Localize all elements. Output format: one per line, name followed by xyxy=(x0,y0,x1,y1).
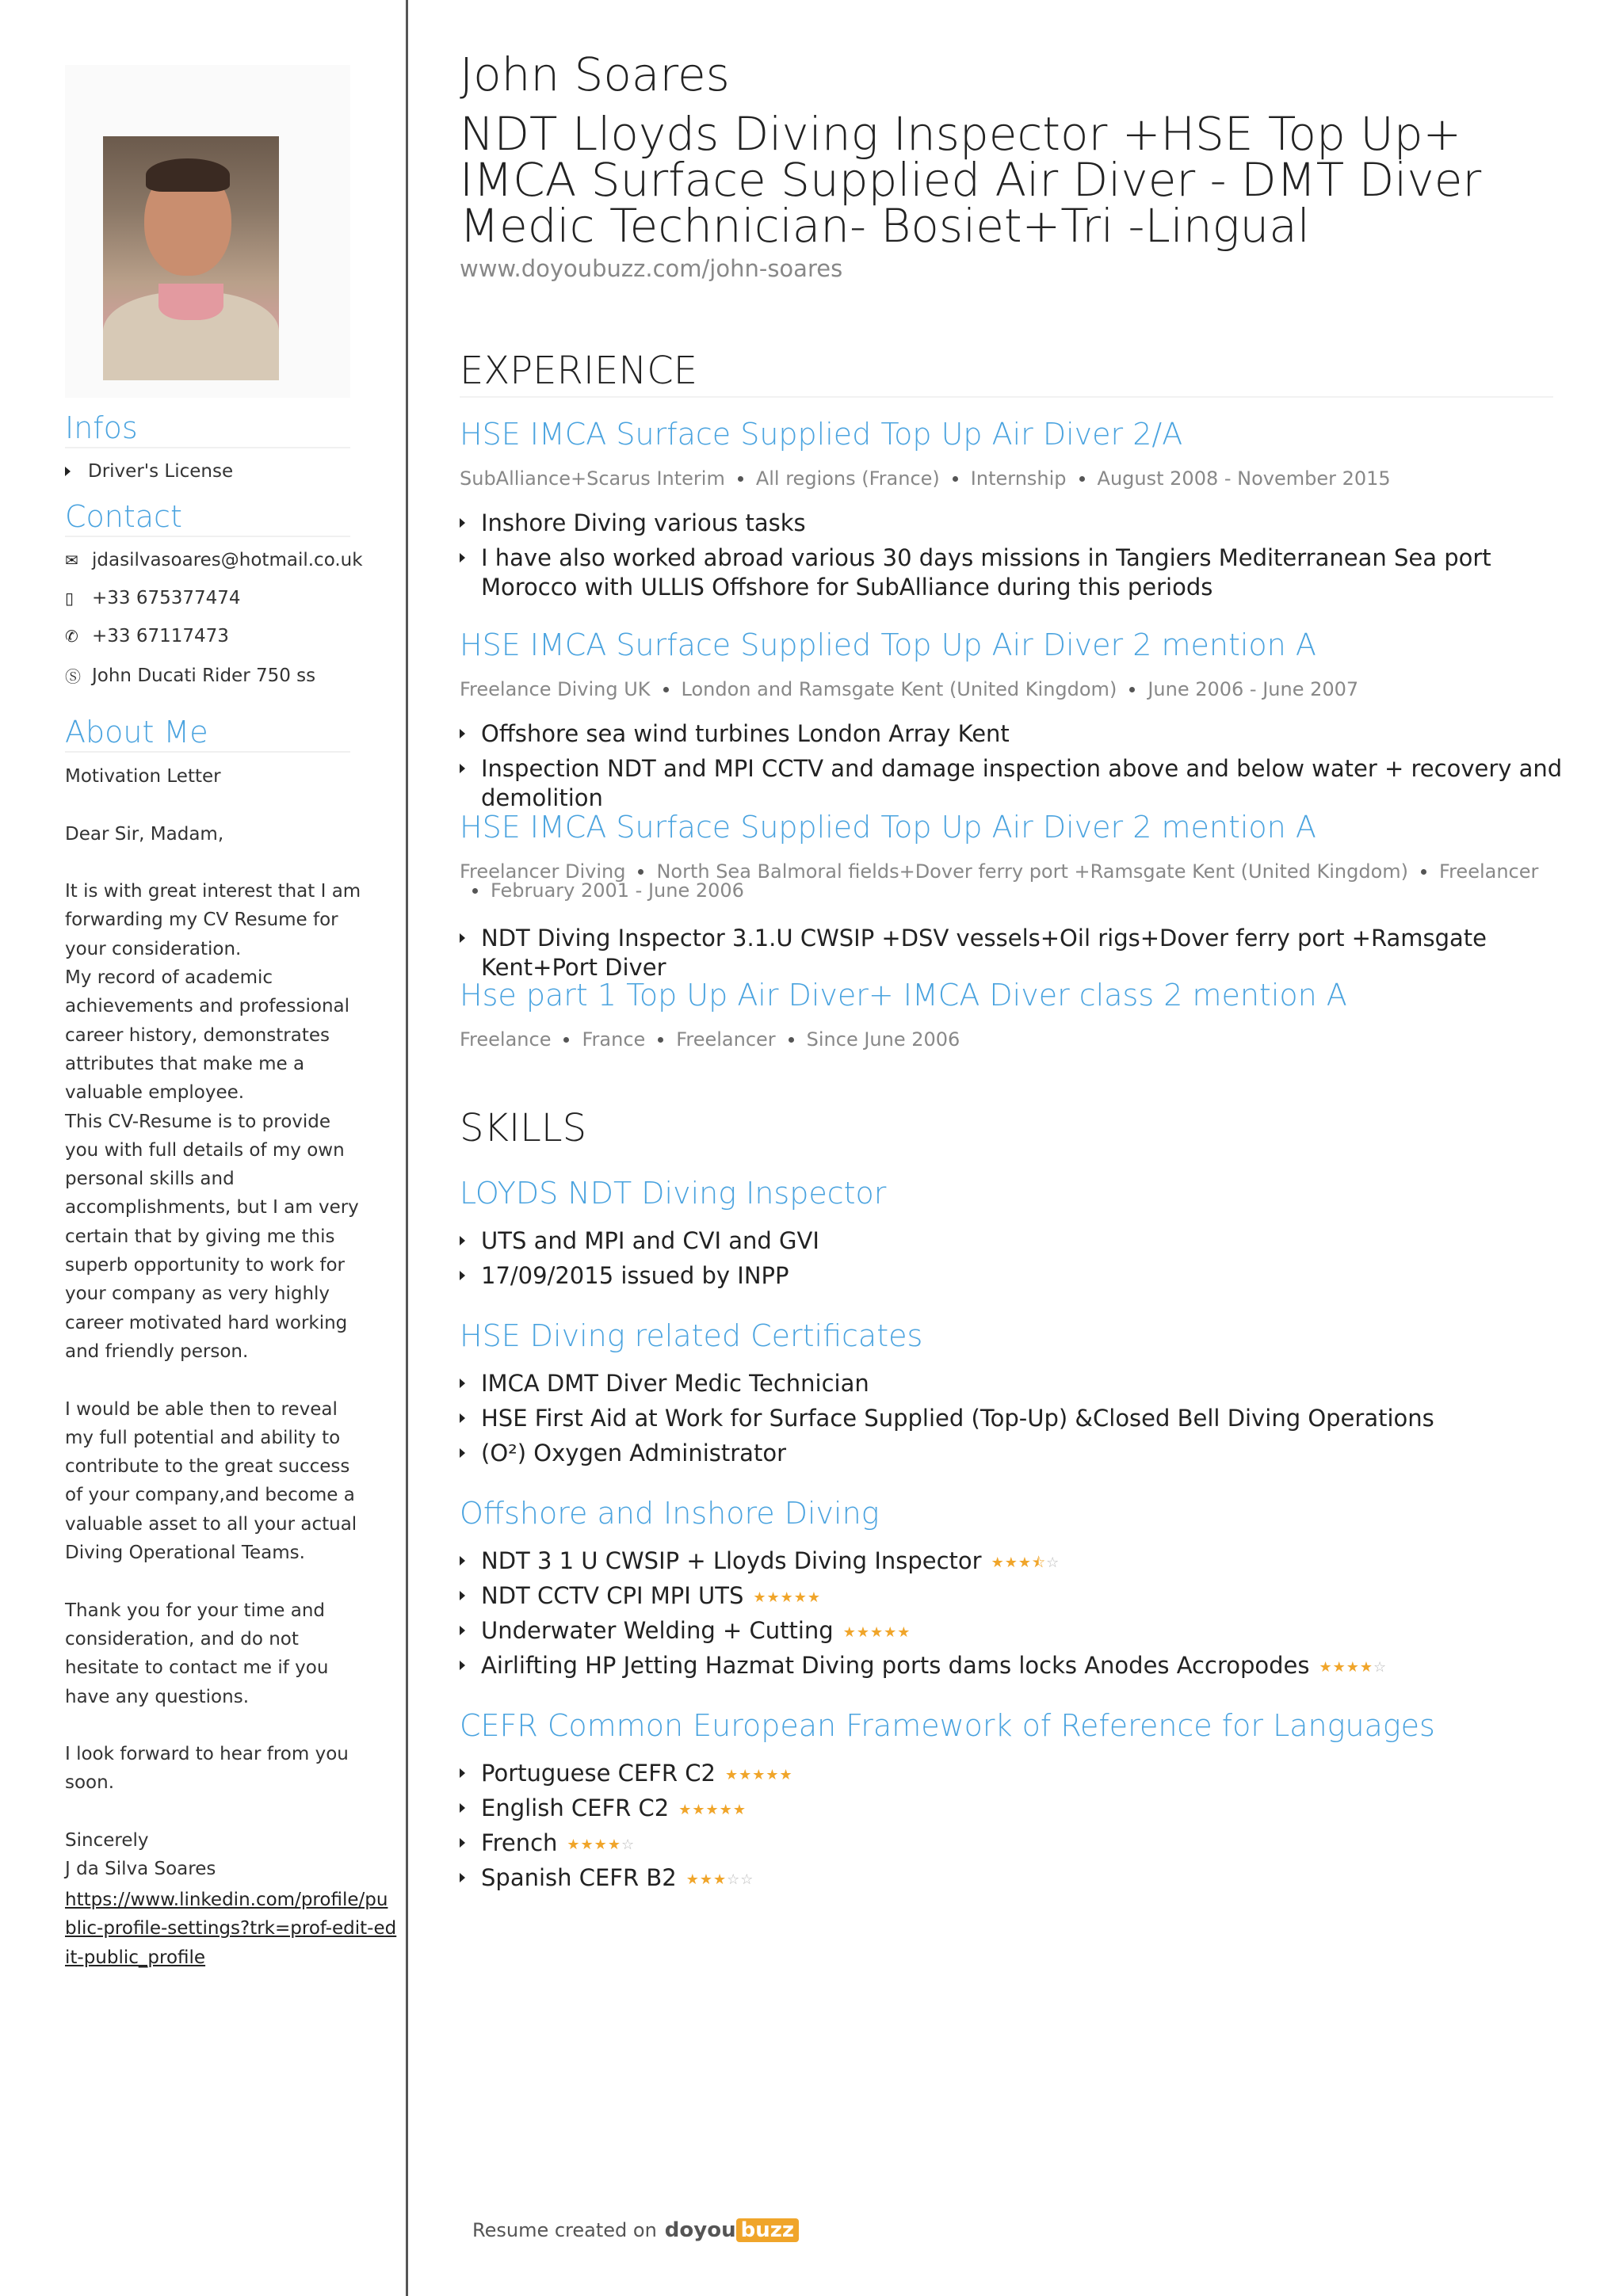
bullet-icon xyxy=(460,1591,465,1600)
separator-dot xyxy=(563,1037,569,1043)
phone-icon: ✆ xyxy=(65,627,78,646)
list-item xyxy=(460,1261,1585,1291)
job-meta xyxy=(460,1030,1569,1049)
experience-heading: EXPERIENCE xyxy=(460,349,698,393)
separator-dot xyxy=(658,1037,663,1043)
list-item xyxy=(460,1651,1585,1682)
bullet-icon xyxy=(460,1661,465,1670)
star-rating: ★★★★★ xyxy=(842,1623,911,1641)
infos-rule xyxy=(65,447,350,448)
job-title: Hse part 1 Top Up Air Diver+ IMCA Diver class 2 mention A xyxy=(460,978,1347,1013)
about-heading: About Me xyxy=(65,715,208,749)
mobile-text: +33 675377474 xyxy=(92,588,241,608)
star-rating: ★★★☆☆ xyxy=(685,1871,754,1888)
contact-mobile xyxy=(65,588,241,608)
separator-dot xyxy=(1421,869,1426,875)
sidebar xyxy=(0,0,406,2296)
list-item-text: (O²) Oxygen Administrator xyxy=(481,1440,786,1466)
about-text: Motivation Letter Dear Sir, Madam, It is with great interest that I am forwarding my CV Resume for your consideration. My record of academic achievements and professional career history, demonstrates attributes that make me a valuable employee. This CV-Resume is to provide you with full details of my own personal skills and accomplishments, but I am very certain that by giving me this superb opportunity to work for your company as very highly career motivated hard working and friendly person. I would be able then to reveal my full potential and ability to contribute to the great success of your company,and become a valuable asset to all your actual Diving Operational Teams. Thank you for your time and consideration, and do not hesitate to contact me if you have any questions. I look forward to hear from you soon. Sincerely J da Silva Soares xyxy=(65,766,361,1880)
profile-headline: NDT Lloyds Diving Inspector +HSE Top Up+ IMCA Surface Supplied Air Diver - DMT Diver Medic Technician- Bosiet+Tri -Lingual xyxy=(460,107,1482,253)
job-meta-value: Freelance Diving UK xyxy=(460,678,651,700)
job-meta-value: Freelancer xyxy=(676,1028,776,1051)
list-item xyxy=(460,924,1585,982)
profile-photo xyxy=(103,136,279,380)
bullet-icon xyxy=(460,1448,465,1458)
job-meta-value: Freelancer xyxy=(1439,860,1539,883)
job-title: HSE IMCA Surface Supplied Top Up Air Diver 2 mention A xyxy=(460,810,1316,845)
contact-email[interactable] xyxy=(65,550,363,570)
profile-url[interactable]: www.doyoubuzz.com/john-soares xyxy=(460,255,843,282)
list-item-text: Inspection NDT and MPI CCTV and damage inspection above and below water + recovery and demolition xyxy=(481,755,1563,811)
bullet-icon xyxy=(460,1271,465,1280)
list-item-text: UTS and MPI and CVI and GVI xyxy=(481,1227,819,1254)
job-meta-value: August 2008 - November 2015 xyxy=(1097,467,1391,490)
separator-dot xyxy=(472,888,478,894)
list-item-text: Inshore Diving various tasks xyxy=(481,509,806,536)
list-item-text: Portuguese CEFR C2 xyxy=(481,1760,716,1787)
list-item xyxy=(460,1829,1585,1859)
skill-group-title: Offshore and Inshore Diving xyxy=(460,1496,880,1531)
list-item xyxy=(460,1794,1585,1825)
list-item xyxy=(460,1404,1585,1433)
doyoubuzz-logo-part-1[interactable]: doyou xyxy=(664,2218,736,2242)
job-meta-value: All regions (France) xyxy=(755,467,940,490)
star-rating: ★★★★☆ xyxy=(567,1836,636,1853)
email-text[interactable]: jdasilvasoares@hotmail.co.uk xyxy=(92,550,363,570)
list-item-text: Spanish CEFR B2 xyxy=(481,1864,677,1891)
skill-group-title: CEFR Common European Framework of Reference for Languages xyxy=(460,1708,1435,1743)
skill-group-title: LOYDS NDT Diving Inspector xyxy=(460,1176,887,1211)
list-item-text: Underwater Welding + Cutting xyxy=(481,1617,834,1644)
job-title: HSE IMCA Surface Supplied Top Up Air Diver 2 mention A xyxy=(460,627,1316,662)
list-item-text: Airlifting HP Jetting Hazmat Diving ports dams locks Anodes Accropodes xyxy=(481,1652,1310,1679)
bullet-icon xyxy=(460,1236,465,1245)
job-meta xyxy=(460,862,1569,900)
list-item-text: NDT 3 1 U CWSIP + Lloyds Diving Inspector xyxy=(481,1547,982,1574)
skype-text: John Ducati Rider 750 ss xyxy=(92,665,316,686)
drivers-license: Driver's License xyxy=(88,461,234,482)
skill-group-title: HSE Diving related Certificates xyxy=(460,1318,923,1353)
bullet-icon xyxy=(460,518,465,528)
skype-icon: Ⓢ xyxy=(65,667,81,686)
job-meta-value: Freelance xyxy=(460,1028,552,1051)
phone-text: +33 67117473 xyxy=(92,626,229,646)
job-meta-value: February 2001 - June 2006 xyxy=(491,879,744,902)
job-title: HSE IMCA Surface Supplied Top Up Air Diver 2/A xyxy=(460,417,1183,452)
infos-heading: Infos xyxy=(65,410,138,445)
contact-phone xyxy=(65,626,229,646)
bullet-icon xyxy=(460,1556,465,1566)
list-item xyxy=(460,543,1585,602)
skills-heading: SKILLS xyxy=(460,1106,587,1150)
bullet-icon xyxy=(460,1768,465,1778)
job-meta-value: June 2006 - June 2007 xyxy=(1148,678,1359,700)
list-item xyxy=(460,719,1585,749)
footer xyxy=(472,2218,799,2242)
bullet-icon xyxy=(460,764,465,773)
infos-item xyxy=(65,461,233,482)
separator-dot xyxy=(789,1037,794,1043)
list-item-text: NDT CCTV CPI MPI UTS xyxy=(481,1582,744,1609)
star-rating: ★★★★★ xyxy=(678,1801,747,1818)
list-item xyxy=(460,1369,1585,1398)
bullet-icon xyxy=(460,1838,465,1848)
list-item-text: 17/09/2015 issued by INPP xyxy=(481,1262,789,1289)
star-rating: ★★★★★ xyxy=(753,1589,822,1606)
list-item xyxy=(460,509,1585,538)
bullet-icon xyxy=(460,1413,465,1423)
list-item-text: NDT Diving Inspector 3.1.U CWSIP +DSV vessels+Oil rigs+Dover ferry port +Ramsgate Kent+Port Diver xyxy=(481,925,1487,981)
job-meta-value: Since June 2006 xyxy=(806,1028,960,1051)
list-item-text: French xyxy=(481,1829,558,1856)
bullet-icon xyxy=(460,553,465,563)
footer-text: Resume created on xyxy=(472,2219,657,2241)
list-item xyxy=(460,1759,1585,1790)
list-item xyxy=(460,1439,1585,1468)
separator-dot xyxy=(953,476,958,482)
list-item xyxy=(460,754,1585,813)
job-meta-value: London and Ramsgate Kent (United Kingdom) xyxy=(681,678,1117,700)
job-meta-value: Freelancer Diving xyxy=(460,860,626,883)
contact-rule xyxy=(65,536,350,537)
contact-heading: Contact xyxy=(65,499,182,534)
list-item xyxy=(460,1581,1585,1612)
bullet-icon xyxy=(65,467,71,476)
bullet-icon xyxy=(460,1803,465,1813)
linkedin-link[interactable]: https://www.linkedin.com/profile/public-profile-settings?trk=prof-edit-edit-public_profile xyxy=(65,1890,397,1968)
column-divider xyxy=(406,0,408,2296)
bullet-icon xyxy=(460,1626,465,1635)
list-item-text: English CEFR C2 xyxy=(481,1794,670,1821)
star-rating: ★★★⯪☆ xyxy=(991,1554,1060,1571)
list-item-text: HSE First Aid at Work for Surface Supplied (Top-Up) &Closed Bell Diving Operations xyxy=(481,1405,1434,1432)
separator-dot xyxy=(638,869,643,875)
contact-skype xyxy=(65,664,315,687)
list-item xyxy=(460,1863,1585,1894)
job-meta-value: Internship xyxy=(970,467,1067,490)
list-item xyxy=(460,1616,1585,1647)
separator-dot xyxy=(1129,687,1135,692)
star-rating: ★★★★☆ xyxy=(1319,1658,1388,1676)
list-item xyxy=(460,1547,1585,1577)
mobile-icon: ▯ xyxy=(65,589,74,608)
job-meta xyxy=(460,680,1569,699)
job-meta-value: North Sea Balmoral fields+Dover ferry port +Ramsgate Kent (United Kingdom) xyxy=(656,860,1409,883)
envelope-icon: ✉ xyxy=(65,551,78,570)
about-rule xyxy=(65,751,350,753)
doyoubuzz-logo-part-2[interactable]: buzz xyxy=(736,2218,799,2242)
job-meta-value: SubAlliance+Scarus Interim xyxy=(460,467,725,490)
bullet-icon xyxy=(460,1379,465,1388)
bullet-icon xyxy=(460,729,465,738)
experience-rule xyxy=(460,396,1553,398)
list-item-text: IMCA DMT Diver Medic Technician xyxy=(481,1370,869,1397)
list-item-text: Offshore sea wind turbines London Array Kent xyxy=(481,720,1010,747)
job-meta xyxy=(460,469,1569,488)
star-rating: ★★★★★ xyxy=(725,1766,793,1783)
separator-dot xyxy=(738,476,743,482)
list-item-text: I have also worked abroad various 30 days missions in Tangiers Mediterranean Sea port Morocco with ULLIS Offshore for SubAlliance during this periods xyxy=(481,544,1491,601)
bullet-icon xyxy=(460,933,465,943)
bullet-icon xyxy=(460,1873,465,1882)
separator-dot xyxy=(1079,476,1085,482)
separator-dot xyxy=(663,687,669,692)
profile-name: John Soares xyxy=(460,48,730,101)
job-meta-value: France xyxy=(582,1028,646,1051)
list-item xyxy=(460,1226,1585,1256)
